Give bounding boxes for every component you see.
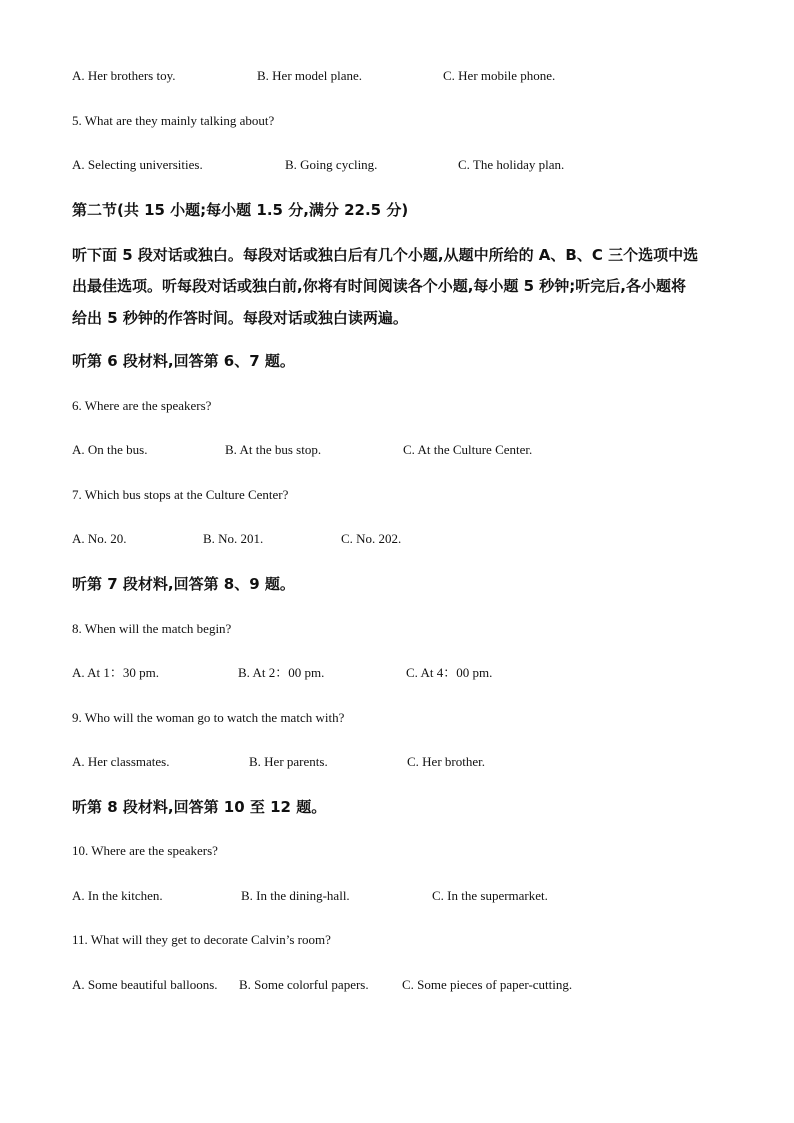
instructions-line-3: 给出 5 秒钟的作答时间。每段对话或独白读两遍。 (72, 309, 408, 327)
q8-option-c: C. At 4：00 pm. (406, 665, 493, 680)
instructions-line-2: 出最佳选项。听每段对话或独白前,你将有时间阅读各个小题,每小题 5 秒钟;听完后,各小题将 (72, 277, 686, 295)
q7-question: 7. Which bus stops at the Culture Center? (72, 487, 289, 502)
q11-option-a: A. Some beautiful balloons. (72, 977, 218, 992)
q5-option-c: C. The holiday plan. (458, 157, 565, 172)
q6-option-c: C. At the Culture Center. (403, 442, 533, 457)
q4-option-a: A. Her brothers toy. (72, 68, 176, 83)
q7-option-a: A. No. 20. (72, 531, 127, 546)
material-8-heading: 听第 8 段材料,回答第 10 至 12 题。 (72, 798, 327, 816)
q7-option-c: C. No. 202. (341, 531, 402, 546)
instructions-line-1: 听下面 5 段对话或独白。每段对话或独白后有几个小题,从题中所给的 A、B、C 三个选项中选 (72, 246, 699, 264)
q8-question: 8. When will the match begin? (72, 621, 232, 636)
q10-option-c: C. In the supermarket. (432, 888, 548, 903)
q5-option-a: A. Selecting universities. (72, 157, 203, 172)
q11-question: 11. What will they get to decorate Calvin’s room? (72, 932, 331, 947)
q9-option-b: B. Her parents. (249, 754, 328, 769)
q6-option-b: B. At the bus stop. (225, 442, 322, 457)
q7-option-b: B. No. 201. (203, 531, 264, 546)
material-6-heading: 听第 6 段材料,回答第 6、7 题。 (72, 352, 295, 370)
q10-question: 10. Where are the speakers? (72, 843, 218, 858)
q11-option-b: B. Some colorful papers. (239, 977, 369, 992)
q10-option-b: B. In the dining-hall. (241, 888, 350, 903)
q9-option-a: A. Her classmates. (72, 754, 170, 769)
q5-question: 5. What are they mainly talking about? (72, 113, 275, 128)
q4-option-b: B. Her model plane. (257, 68, 363, 83)
section-heading: 第二节(共 15 小题;每小题 1.5 分,满分 22.5 分) (72, 201, 409, 219)
q9-question: 9. Who will the woman go to watch the match with? (72, 710, 345, 725)
q11-option-c: C. Some pieces of paper-cutting. (402, 977, 573, 992)
q5-option-b: B. Going cycling. (285, 157, 378, 172)
q6-question: 6. Where are the speakers? (72, 398, 212, 413)
q10-option-a: A. In the kitchen. (72, 888, 163, 903)
q8-option-a: A. At 1：30 pm. (72, 665, 160, 680)
q8-option-b: B. At 2：00 pm. (238, 665, 325, 680)
q6-option-a: A. On the bus. (72, 442, 148, 457)
material-7-heading: 听第 7 段材料,回答第 8、9 题。 (72, 575, 295, 593)
q4-option-c: C. Her mobile phone. (443, 68, 556, 83)
q9-option-c: C. Her brother. (407, 754, 485, 769)
